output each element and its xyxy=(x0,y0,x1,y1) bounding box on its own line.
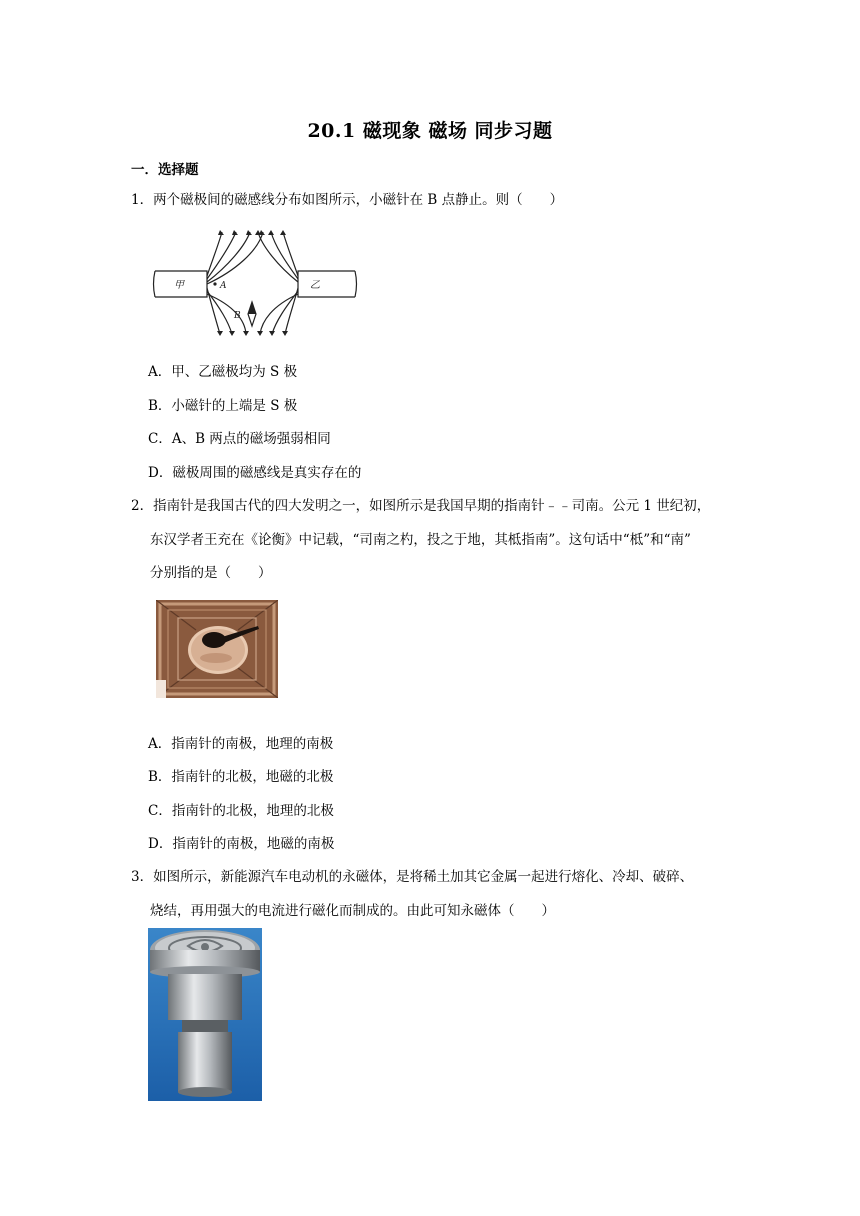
q1-option-a[interactable]: A．甲、乙磁极均为 S 极 xyxy=(148,364,298,380)
q1-option-c[interactable]: C．A、B 两点的磁场强弱相同 xyxy=(148,431,331,447)
q2-option-a[interactable]: A．指南针的南极，地理的南极 xyxy=(148,736,334,752)
sinan-compass-photo xyxy=(156,600,278,698)
q2-option-d[interactable]: D．指南针的南极，地磁的南极 xyxy=(148,836,335,852)
question-2-stem-line-1: 2．指南针是我国古代的四大发明之一，如图所示是我国早期的指南针﹣﹣司南。公元 1 世纪初， xyxy=(131,498,711,514)
point-a-label: A xyxy=(220,281,227,291)
q1-option-d[interactable]: D．磁极周围的磁感线是真实存在的 xyxy=(148,465,362,481)
question-3-stem-line-1: 3．如图所示，新能源汽车电动机的永磁体，是将稀土加其它金属一起进行熔化、冷却、破碎、 xyxy=(131,869,694,885)
section-heading: 一．选择题 xyxy=(131,162,199,178)
left-pole-label: 甲 xyxy=(174,280,184,291)
q2-option-b[interactable]: B．指南针的北极，地磁的北极 xyxy=(148,769,334,785)
magnetic-field-lines-figure xyxy=(150,226,360,338)
question-2-stem-line-3: 分别指的是（ ） xyxy=(150,565,272,581)
right-pole-label: 乙 xyxy=(310,280,320,291)
q2-option-c[interactable]: C．指南针的北极，地理的北极 xyxy=(148,803,334,819)
q1-option-b[interactable]: B．小磁针的上端是 S 极 xyxy=(148,398,298,414)
page-title: 20.1 磁现象 磁场 同步习题 xyxy=(307,120,553,142)
question-2-stem-line-2: 东汉学者王充在《论衡》中记载，“司南之杓，投之于地，其柢指南”。这句话中“柢”和“南” xyxy=(150,532,691,548)
permanent-magnet-photo xyxy=(148,928,262,1101)
point-b-label: B xyxy=(234,311,241,321)
question-1-stem: 1．两个磁极间的磁感线分布如图所示，小磁针在 B 点静止。则（ ） xyxy=(131,192,564,208)
question-3-stem-line-2: 烧结，再用强大的电流进行磁化而制成的。由此可知永磁体（ ） xyxy=(150,903,555,919)
